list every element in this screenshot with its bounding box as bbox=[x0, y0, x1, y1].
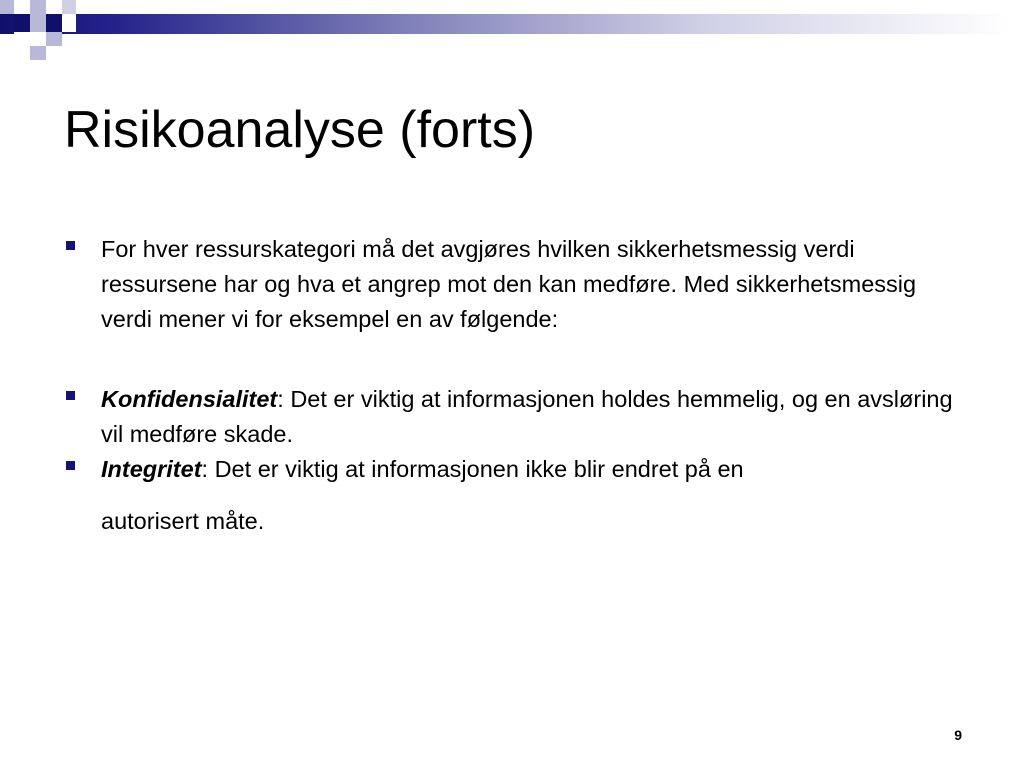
bullet-line bbox=[101, 452, 954, 487]
bullet-item bbox=[64, 232, 954, 337]
bullet-text-continued: autorisert måte. bbox=[101, 508, 265, 534]
decor-square bbox=[14, 32, 30, 46]
decor-square bbox=[14, 14, 30, 32]
page-number: 9 bbox=[954, 727, 962, 743]
square-bullet-icon bbox=[66, 391, 75, 400]
decor-square bbox=[30, 32, 46, 46]
slide-title: Risikoanalyse (forts) bbox=[64, 101, 536, 159]
decor-square bbox=[0, 0, 14, 14]
decor-square bbox=[30, 46, 46, 60]
square-bullet-icon bbox=[66, 241, 75, 250]
decor-square bbox=[62, 0, 76, 14]
bullet-term: Konfidensialitet bbox=[101, 386, 278, 412]
bullet-text: : Det er viktig at informasjonen ikke blir endret på en bbox=[201, 456, 744, 482]
bullet-item bbox=[64, 452, 954, 539]
decor-square bbox=[62, 14, 76, 32]
header-gradient-bar bbox=[0, 14, 1024, 34]
decor-square bbox=[14, 0, 28, 14]
decor-square bbox=[46, 14, 62, 32]
bullet-list bbox=[64, 232, 954, 539]
decor-square bbox=[30, 14, 46, 32]
bullet-term: Integritet bbox=[101, 456, 202, 482]
bullet-text: For hver ressurskategori må det avgjøres hvilken sikkerhetsmessig verdi ressursene har og hva et angrep mot den kan medføre. Med sikkerhetsmessig verdi mener vi for eksempel en av følgende: bbox=[101, 236, 917, 332]
decor-square bbox=[46, 0, 62, 14]
bullet-item bbox=[64, 382, 954, 452]
decor-square bbox=[46, 32, 62, 46]
square-bullet-icon bbox=[66, 461, 75, 470]
bullet-text: : Det er viktig at informasjonen holdes hemmelig, og en avsløring vil medføre skade. bbox=[101, 386, 953, 447]
decor-square bbox=[30, 0, 46, 14]
